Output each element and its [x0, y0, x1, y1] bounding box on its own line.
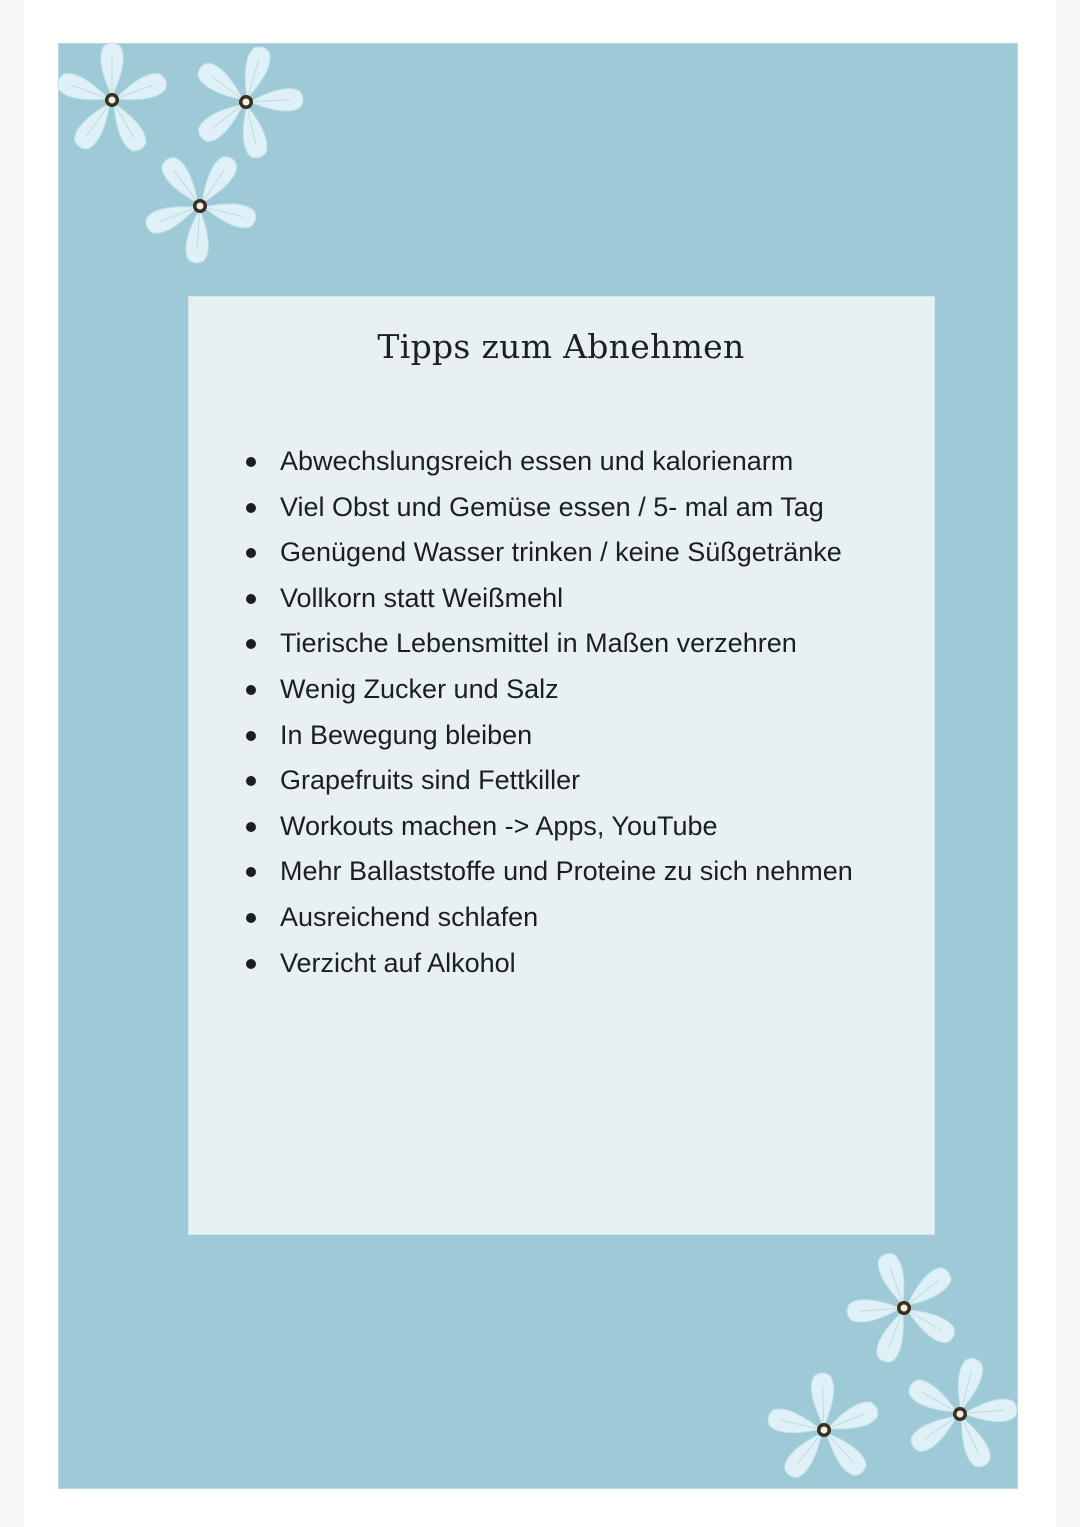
bullet-icon	[246, 685, 256, 695]
tip-text: Verzicht auf Alkohol	[280, 947, 516, 978]
tip-list-item	[246, 577, 926, 620]
bullet-icon	[246, 457, 256, 467]
tip-list-item	[246, 896, 926, 939]
tip-text: Abwechslungsreich essen und kalorienarm	[280, 446, 794, 476]
page-title: Tipps zum Abnehmen	[377, 327, 745, 367]
bullet-icon	[246, 913, 256, 923]
tip-text: Workouts machen -> Apps, YouTube	[280, 810, 718, 841]
tip-text: Genügend Wasser trinken / keine Süßgetränke	[280, 537, 842, 568]
tip-text: Viel Obst und Gemüse essen / 5- mal am Tag	[280, 491, 824, 522]
tip-list-item	[246, 942, 926, 985]
tip-text: Ausreichend schlafen	[280, 901, 539, 932]
flower-icon	[764, 1370, 884, 1490]
bullet-icon	[246, 548, 256, 558]
bullet-icon	[246, 959, 256, 969]
bullet-icon	[246, 822, 256, 832]
tip-list-item	[246, 622, 926, 665]
tip-list-item	[246, 805, 926, 848]
flower-icon	[844, 1248, 964, 1368]
bullet-icon	[246, 594, 256, 604]
tip-text: Wenig Zucker und Salz	[280, 673, 559, 704]
bullet-icon	[246, 867, 256, 877]
tip-text: In Bewegung bleiben	[280, 719, 533, 750]
tip-list-item	[246, 850, 926, 893]
flower-icon	[52, 40, 172, 160]
tip-list-item	[246, 668, 926, 711]
flower-icon	[186, 42, 306, 162]
tip-text: Tierische Lebensmittel in Maßen verzehren	[280, 628, 797, 659]
bullet-icon	[246, 776, 256, 786]
tip-text: Mehr Ballaststoffe und Proteine zu sich nehmen	[280, 856, 853, 887]
tips-list	[246, 440, 926, 987]
tip-list-item	[246, 714, 926, 757]
bullet-icon	[246, 639, 256, 649]
bullet-icon	[246, 503, 256, 513]
flower-icon	[900, 1354, 1020, 1474]
tip-text: Grapefruits sind Fettkiller	[280, 765, 581, 796]
flower-icon	[140, 146, 260, 266]
tip-text: Vollkorn statt Weißmehl	[280, 582, 564, 613]
tip-list-item	[246, 486, 926, 529]
tip-list-item	[246, 759, 926, 802]
bullet-icon	[246, 731, 256, 741]
tip-list-item	[246, 531, 926, 574]
tip-list-item	[246, 440, 926, 483]
